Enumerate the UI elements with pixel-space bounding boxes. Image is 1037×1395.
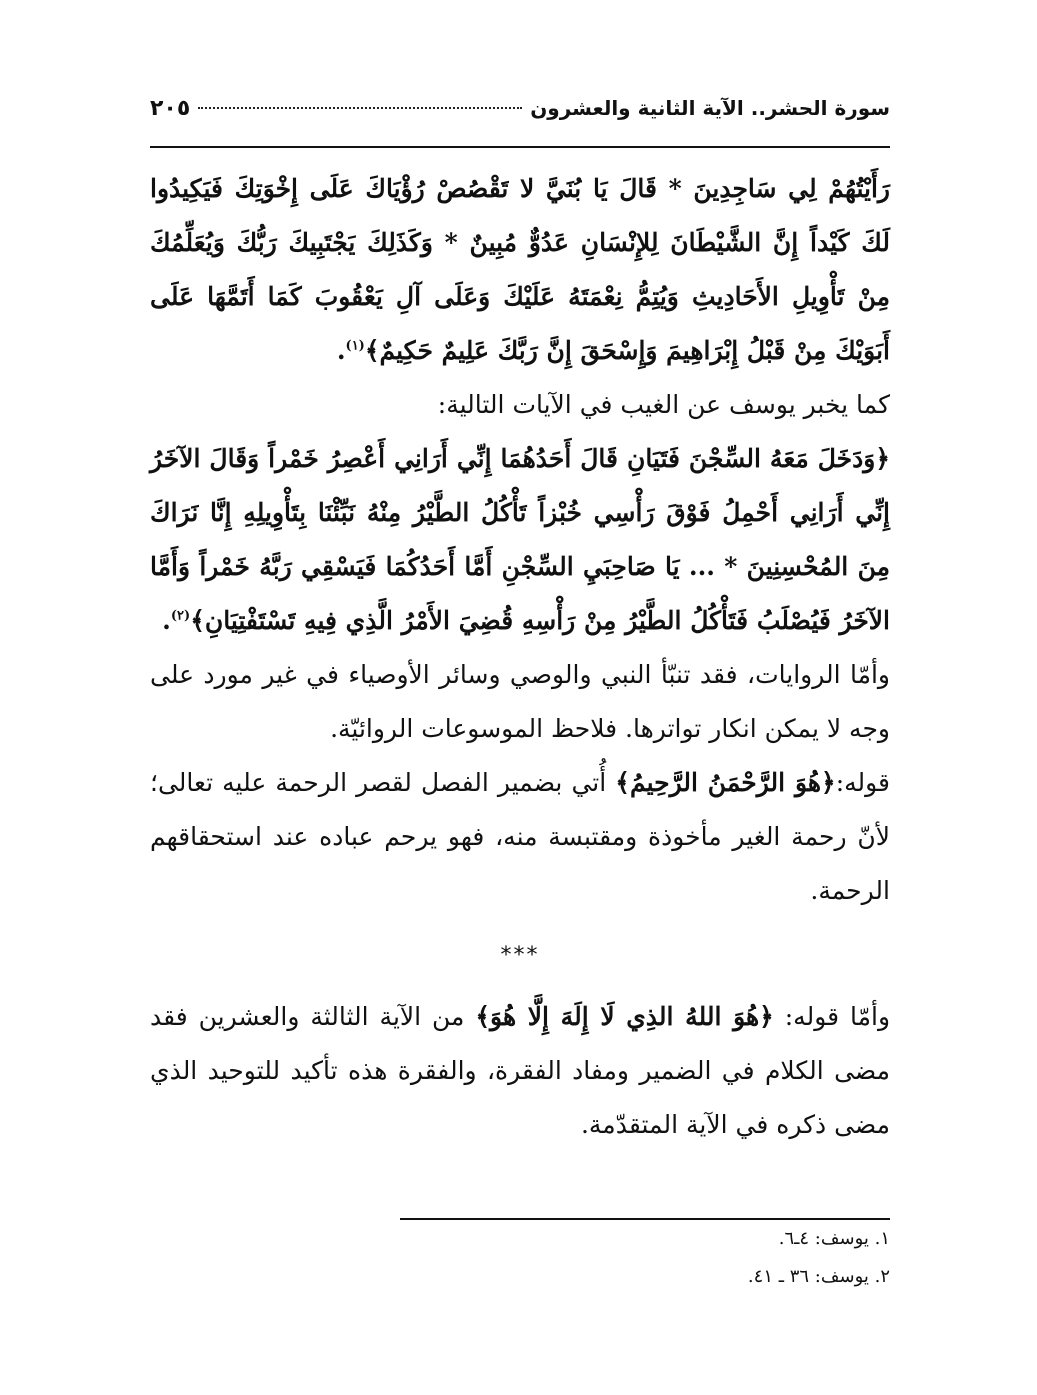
footnote-ref-2: (٢) bbox=[170, 608, 191, 624]
tawhid-quote: ﴿هُوَ اللهُ الذِي لَا إِلَهَ إِلَّا هُوَ﴾ bbox=[475, 1002, 774, 1031]
footnote-1: ١. يوسف: ٤ـ٦. bbox=[778, 1228, 890, 1249]
rahman-quote: ﴿هُوَ الرَّحْمَنُ الرَّحِيمُ﴾ bbox=[615, 768, 836, 797]
passage-2-end: . bbox=[162, 606, 171, 635]
running-header bbox=[150, 96, 890, 136]
quran-passage-1 bbox=[150, 162, 890, 378]
section-separator: *** bbox=[500, 943, 540, 968]
page-body bbox=[150, 162, 890, 1152]
footnote-2: ٢. يوسف: ٣٦ ـ ٤١. bbox=[747, 1266, 890, 1287]
intro-text: كما يخبر يوسف عن الغيب في الآيات التالية: bbox=[437, 390, 890, 419]
quran-verses-yusuf-4-6: رَأَيْتُهُمْ لِي سَاجِدِينَ * قَالَ يَا بُنَيَّ لا تَقْصُصْ رُؤْيَاكَ عَلَى إِخْوَتِكَ فَيَكِيدُوا لَكَ كَيْداً إِنَّ الشَّيْطَانَ لِلإِنْسَانِ عَدُوٌّ مُبِينٌ * وَكَذَلِكَ يَجْتَبِيكَ رَبُّكَ وَيُعَلِّمُكَ مِنْ تَأْوِيلِ الأَحَادِيثِ وَيُتِمُّ نِعْمَتَهُ عَلَيْكَ وَعَلَى آلِ يَعْقُوبَ كَمَا أَتَمَّهَا عَلَى أَبَوَيْكَ مِنْ قَبْلُ إِبْرَاهِيمَ وَإِسْحَقَ إِنَّ رَبَّكَ عَلِيمٌ حَكِيمٌ﴾ bbox=[150, 174, 890, 365]
header-rule bbox=[150, 146, 890, 148]
narrations-paragraph bbox=[150, 648, 890, 756]
narrations-text: وأمّا الروايات، فقد تنبّأ النبي والوصي وسائر الأوصياء في غير مورد على وجه لا يمكن انكار تواترها. فلاحظ الموسوعات الروائيّة. bbox=[150, 660, 890, 743]
page-number: ٢٠٥ bbox=[150, 96, 191, 121]
tawhid-lead: وأمّا قوله: bbox=[773, 1002, 891, 1031]
quran-passage-2 bbox=[150, 432, 890, 648]
tawhid-commentary: من الآية الثالثة والعشرين فقد مضى الكلام في الضمير ومفاد الفقرة، والفقرة هذه تأكيد للتوحيد الذي مضى ذكره في الآية المتقدّمة. bbox=[150, 1002, 890, 1139]
quran-verses-yusuf-36-41: ﴿وَدَخَلَ مَعَهُ السِّجْنَ فَتَيَانِ قَالَ أَحَدُهُمَا إِنِّي أَرَانِي أَعْصِرُ خَمْراً وَقَالَ الآخَرُ إِنِّي أَرَانِي أَحْمِلُ فَوْقَ رَأْسِي خُبْزاً تَأْكُلُ الطَّيْرُ مِنْهُ نَبِّئْنَا بِتَأْوِيلِهِ إِنَّا نَرَاكَ مِنَ المُحْسِنِينَ * ... يَا صَاحِبَيِ السِّجْنِ أَمَّا أَحَدُكُمَا فَيَسْقِي رَبَّهُ خَمْراً وَأَمَّا الآخَرُ فَيُصْلَبُ فَتَأْكُلُ الطَّيْرُ مِنْ رَأْسِهِ قُضِيَ الأَمْرُ الَّذِي فِيهِ تَسْتَفْتِيَانِ﴾ bbox=[150, 444, 890, 635]
footnote-ref-1: (١) bbox=[345, 338, 365, 354]
rahman-commentary: أُتي بضمير الفصل لقصر الرحمة عليه تعالى؛ لأنّ رحمة الغير مأخوذة ومقتبسة منه، فهو يرحم عباده عند استحقاقهم الرحمة. bbox=[150, 768, 890, 905]
rahman-lead: قوله: bbox=[835, 768, 891, 797]
header-leader-dots bbox=[198, 107, 522, 109]
tawhid-paragraph bbox=[150, 990, 890, 1152]
passage-1-end: . bbox=[336, 336, 346, 365]
intro-paragraph bbox=[150, 378, 890, 432]
rahman-paragraph bbox=[150, 756, 890, 918]
chapter-title: سورة الحشر.. الآية الثانية والعشرون bbox=[530, 96, 890, 120]
book-page bbox=[150, 96, 890, 1376]
footnotes bbox=[390, 1218, 890, 1296]
